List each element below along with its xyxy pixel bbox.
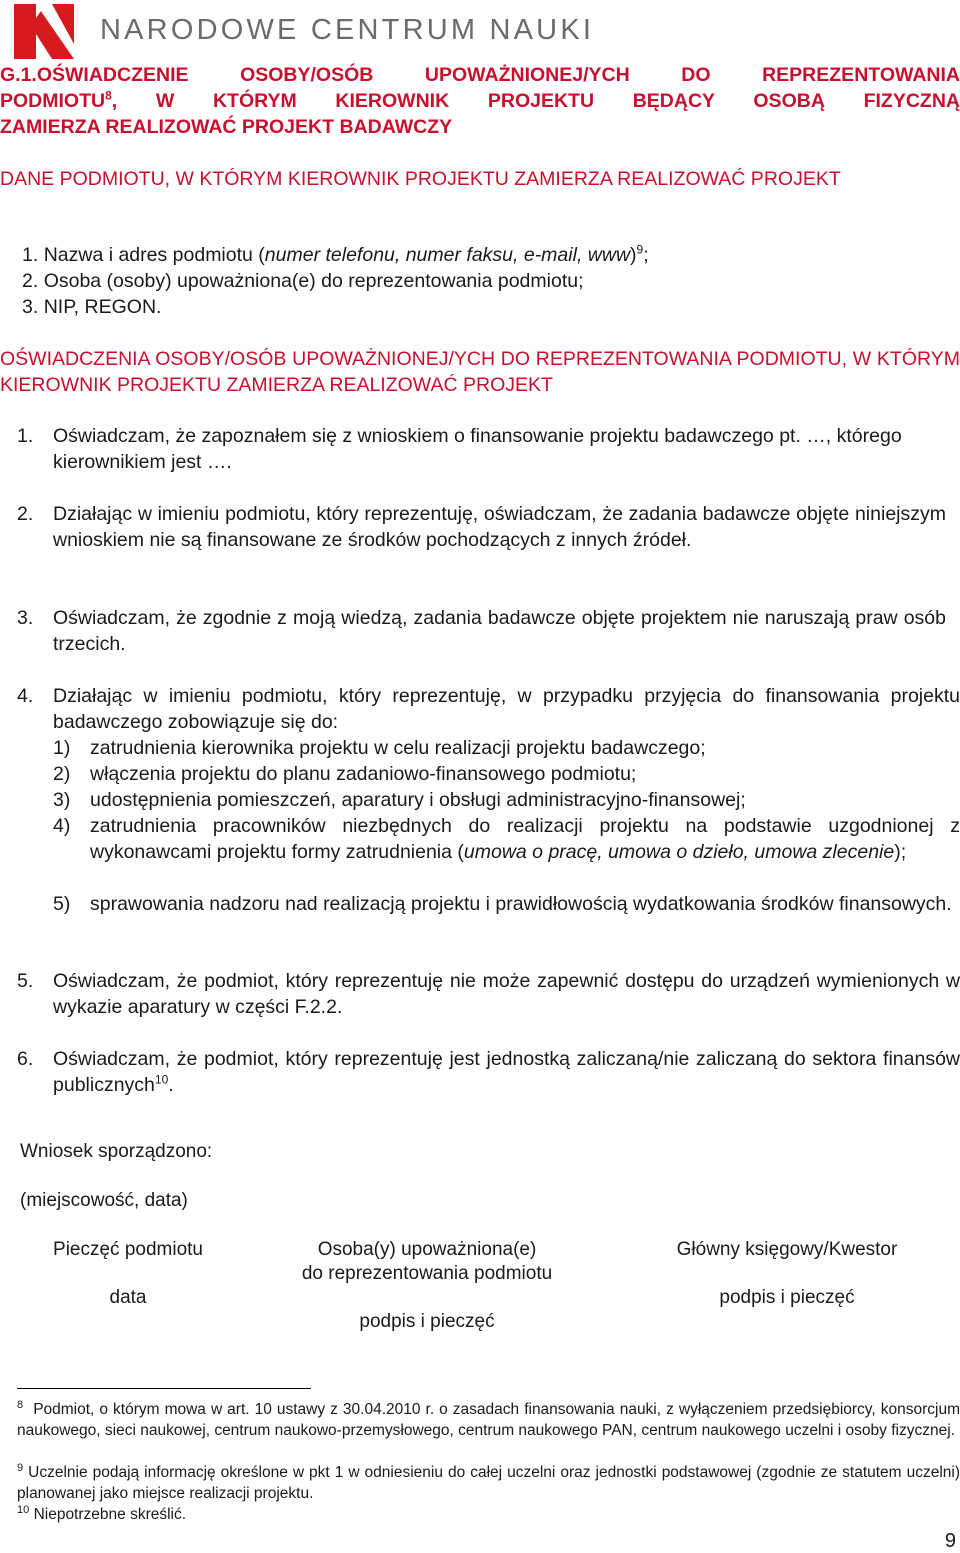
declaration-2: 2. Działając w imieniu podmiotu, który reprezentuję, oświadczam, że zadania badawcze objęte niniejszym wnioskiem nie są finansowane ze środków pochodzących z innych źródeł. xyxy=(17,503,946,551)
declaration-1: 1. Oświadczam, że zapoznałem się z wnioskiem o finansowanie projektu badawczego pt. …, którego kierownikiem jest …. xyxy=(17,425,902,473)
obligation-item: 3) udostępnienia pomieszczeń, aparatury i obsługi administracyjno-finansowej; xyxy=(53,789,746,811)
brand-name: NARODOWE CENTRUM NAUKI xyxy=(100,14,595,46)
list-item: 2. Osoba (osoby) upoważniona(e) do reprezentowania podmiotu; xyxy=(22,270,584,292)
authorized-person-label: Osoba(y) upoważniona(e) do reprezentowania podmiotu xyxy=(301,1239,553,1284)
obligation-item: 1) zatrudnienia kierownika projektu w celu realizacji projektu badawczego; xyxy=(53,737,706,759)
section-heading-entity-data: DANE PODMIOTU, W KTÓRYM KIEROWNIK PROJEKTU ZAMIERZA REALIZOWAĆ PROJEKT xyxy=(0,168,841,190)
date-label: data xyxy=(109,1287,147,1308)
footnote-10: $^{10}$ Niepotrzebne skreślić. xyxy=(17,1503,187,1523)
declaration-6: 6. Oświadczam, że podmiot, który reprezentuję jest jednostką zaliczaną/nie zaliczaną do sektora finansów publicznych$^{10}$. xyxy=(17,1048,960,1096)
authorized-signature-label: podpis i pieczęć xyxy=(359,1311,495,1332)
footnote-9: $^9$ Uczelnie podają informację określone w pkt 1 w odniesieniu do całej uczelni oraz jednostki podstawowej (zgodnie ze statutem uczelni) planowanej jako miejsce realizacji projektu. xyxy=(17,1461,960,1502)
section-heading-declarations: OŚWIADCZENIA OSOBY/OSÓB UPOWAŻNIONEJ/YCH DO REPREZENTOWANIA PODMIOTU, W KTÓRYM KIEROWNIK PROJEKTU ZAMIERZA REALIZOWAĆ PROJEKT xyxy=(0,348,960,396)
chief-accountant-label: Główny księgowy/Kwestor xyxy=(676,1239,898,1260)
page-number: 9 xyxy=(944,1530,956,1552)
place-date-label: (miejscowość, data) xyxy=(20,1190,188,1211)
title-line-2: PODMIOTU$^8$, W KTÓRYM KIEROWNIK PROJEKTU BĘDĄCY OSOBĄ FIZYCZNĄ xyxy=(0,88,960,112)
list-item: 3. NIP, REGON. xyxy=(22,296,162,318)
stamp-label: Pieczęć podmiotu xyxy=(53,1239,203,1260)
page-title xyxy=(0,62,960,140)
ncn-logo-icon xyxy=(14,4,74,59)
obligation-item: 2) włączenia projektu do planu zadaniowo-finansowego podmiotu; xyxy=(53,763,637,785)
obligation-item: 5) sprawowania nadzoru nad realizacją projektu i prawidłowością wydatkowania środków finansowych. xyxy=(53,893,952,915)
obligation-item: 4) zatrudnienia pracowników niezbędnych do realizacji projektu na podstawie uzgodnionej z wykonawcami projektu formy zatrudnienia (umowa o pracę, umowa o dzieło, umowa zlecenie); xyxy=(53,815,960,863)
accountant-signature-label: podpis i pieczęć xyxy=(719,1287,855,1308)
list-item: 1. Nazwa i adres podmiotu (numer telefonu, numer faksu, e-mail, www)$^9$; xyxy=(22,242,649,266)
declaration-4: 4. Działając w imieniu podmiotu, który reprezentuję, w przypadku przyjęcia do finansowania projektu badawczego zobowiązuje się do: xyxy=(17,685,960,733)
title-line-1: G.1.OŚWIADCZENIE OSOBY/OSÓB UPOWAŻNIONEJ/YCH DO REPREZENTOWANIA xyxy=(0,64,960,86)
declaration-5: 5. Oświadczam, że podmiot, który reprezentuję nie może zapewnić dostępu do urządzeń wymienionych w wykazie aparatury w części F.2.2. xyxy=(17,970,960,1018)
footnote-divider xyxy=(17,1388,311,1389)
prepared-label: Wniosek sporządzono: xyxy=(20,1141,213,1162)
footnote-8: $^8$ Podmiot, o którym mowa w art. 10 ustawy z 30.04.2010 r. o zasadach finansowania nauki, z wyłączeniem przedsiębiorcy, konsorcjum naukowego, sieci naukowej, centrum naukowo-przemysłowego, centrum naukowego PAN, centrum naukowego uczelni i osoby fizycznej. xyxy=(17,1398,960,1439)
title-line-3: ZAMIERZA REALIZOWAĆ PROJEKT BADAWCZY xyxy=(0,116,453,138)
declaration-3: 3. Oświadczam, że zgodnie z moją wiedzą, zadania badawcze objęte projektem nie naruszają praw osób trzecich. xyxy=(17,607,946,655)
